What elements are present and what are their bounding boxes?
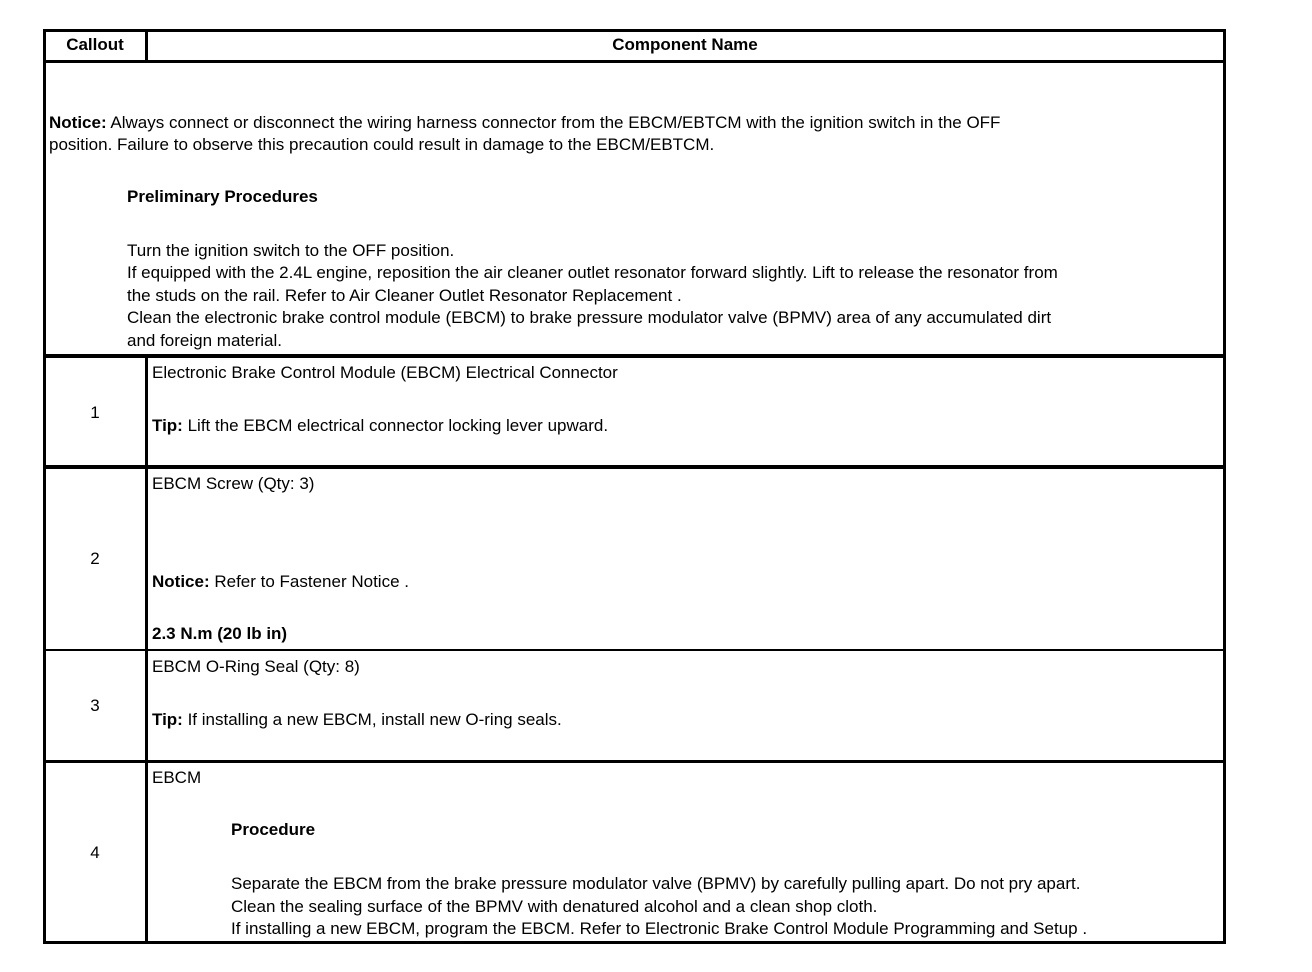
procedure-step: Clean the sealing surface of the BPMV with denatured alcohol and a clean shop cloth.	[231, 897, 878, 916]
header-callout: Callout	[66, 35, 124, 54]
header-divider	[43, 60, 1226, 63]
notice-text: Always connect or disconnect the wiring harness connector from the EBCM/EBTCM with the ignition switch in the OFF	[106, 113, 1001, 132]
callout-number: 4	[90, 843, 100, 862]
notice-label: Notice:	[49, 113, 107, 132]
row-2-divider	[43, 649, 1226, 651]
row-1-divider	[43, 465, 1226, 469]
procedure-table	[43, 29, 1226, 944]
table-border-top	[43, 29, 1226, 32]
row-3-divider	[43, 760, 1226, 763]
tip-text: Lift the EBCM electrical connector locking lever upward.	[182, 416, 609, 435]
preliminary-heading: Preliminary Procedures	[127, 187, 318, 206]
callout-number: 3	[90, 696, 100, 715]
preamble-notice-line-1	[49, 112, 1000, 134]
component-name: Electronic Brake Control Module (EBCM) Electrical Connector	[152, 363, 618, 382]
procedure-step: Separate the EBCM from the brake pressure modulator valve (BPMV) by carefully pulling apart. Do not pry apart.	[231, 874, 1081, 893]
header-component-name: Component Name	[612, 35, 758, 54]
component-name: EBCM O-Ring Seal (Qty: 8)	[152, 657, 360, 676]
torque-spec: 2.3 N.m (20 lb in)	[152, 624, 288, 643]
tip-label: Tip:	[152, 710, 183, 729]
component-name: EBCM	[152, 768, 202, 787]
preamble-notice-line-2: position. Failure to observe this precaution could result in damage to the EBCM/EBTCM.	[49, 135, 715, 154]
table-border-left	[43, 29, 46, 944]
preliminary-step: and foreign material.	[127, 331, 282, 350]
procedure-step: If installing a new EBCM, program the EBCM. Refer to Electronic Brake Control Module Programming and Setup .	[231, 919, 1088, 938]
table-border-bottom	[43, 941, 1226, 944]
procedure-heading: Procedure	[231, 820, 316, 839]
tip-line	[152, 709, 562, 731]
preliminary-step: the studs on the rail. Refer to Air Cleaner Outlet Resonator Replacement .	[127, 286, 682, 305]
tip-label: Tip:	[152, 416, 183, 435]
preliminary-step: Turn the ignition switch to the OFF position.	[127, 241, 455, 260]
tip-line	[152, 415, 608, 437]
tip-text: If installing a new EBCM, install new O-ring seals.	[182, 710, 562, 729]
preliminary-step: If equipped with the 2.4L engine, reposition the air cleaner outlet resonator forward slightly. Lift to release the resonator from	[127, 263, 1058, 282]
table-border-right	[1223, 29, 1226, 944]
preamble-divider	[43, 354, 1226, 358]
callout-number: 1	[90, 403, 100, 422]
callout-number: 2	[90, 549, 100, 568]
notice-text: Refer to Fastener Notice .	[209, 572, 409, 591]
component-name: EBCM Screw (Qty: 3)	[152, 474, 315, 493]
notice-label: Notice:	[152, 572, 210, 591]
notice-line	[152, 571, 409, 593]
preliminary-step: Clean the electronic brake control module (EBCM) to brake pressure modulator valve (BPMV) area of any accumulated dirt	[127, 308, 1052, 327]
